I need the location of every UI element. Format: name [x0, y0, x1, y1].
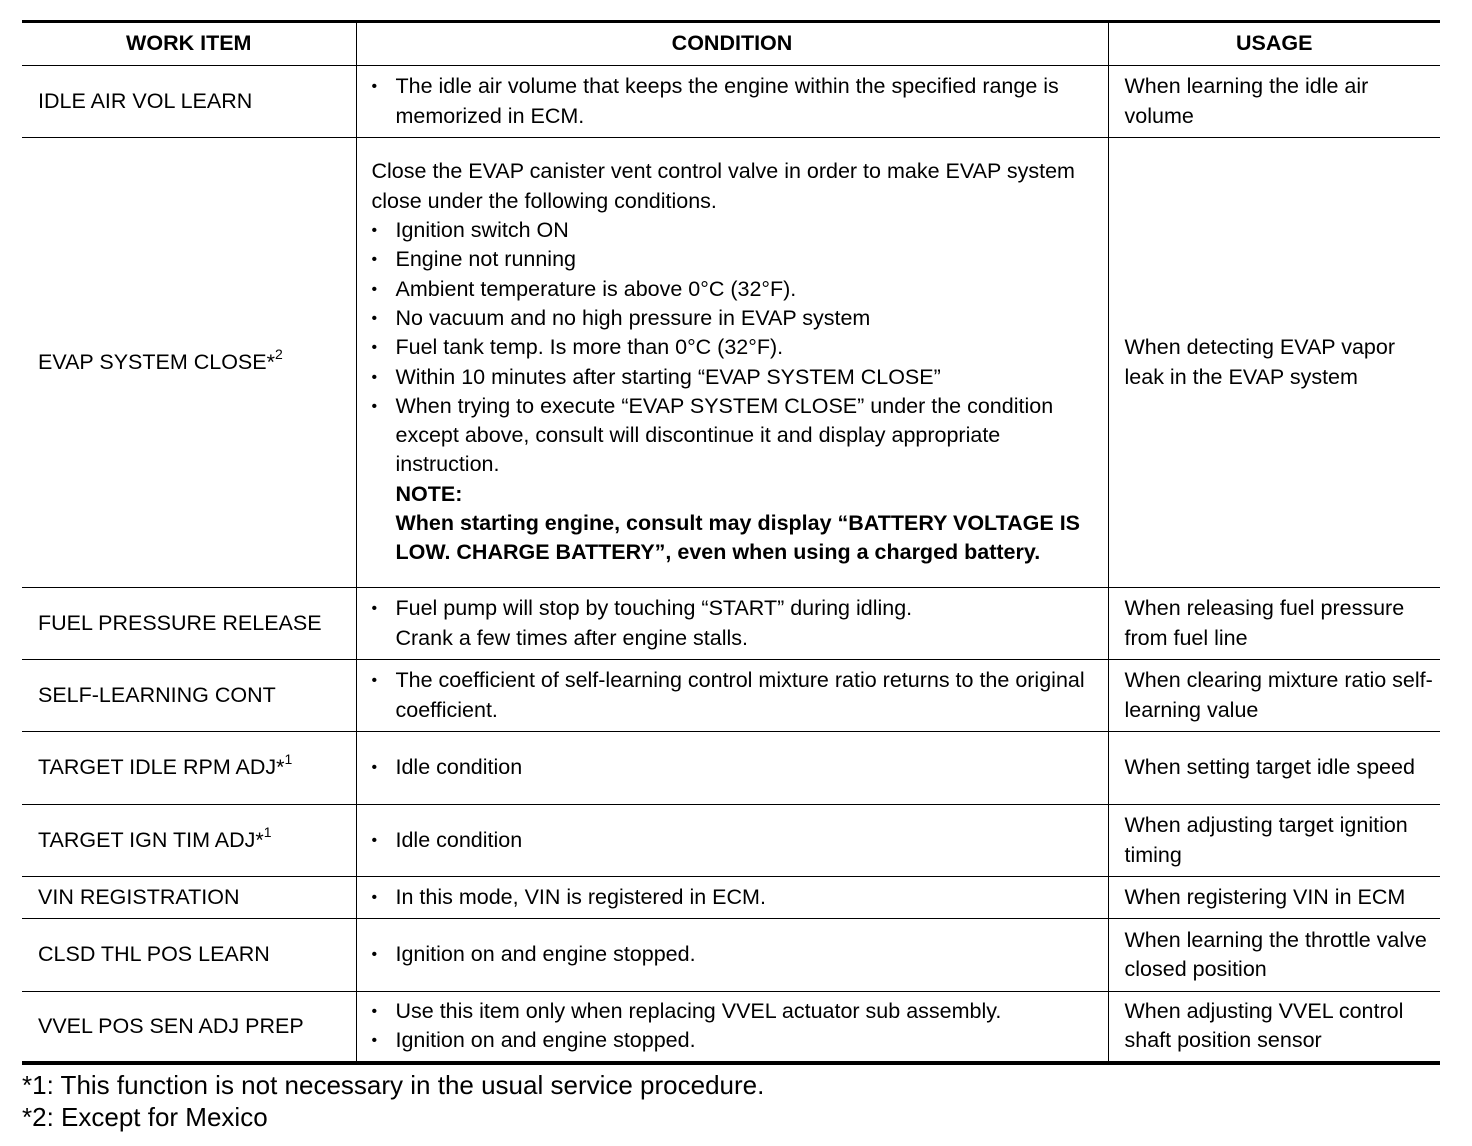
work-support-table: [22, 20, 1440, 1065]
condition-bullet: • Ambient temperature is above 0°C (32°F).: [372, 275, 1100, 304]
usage-cell: When adjusting target ignition timing: [1108, 805, 1440, 877]
condition-bullet: • Fuel tank temp. Is more than 0°C (32°F).: [372, 333, 1100, 362]
work-item-cell: [22, 588, 356, 660]
footnote-ref: 2: [274, 345, 283, 362]
condition-cell: [356, 805, 1108, 877]
work-item-cell: [22, 805, 356, 877]
work-item-cell: [22, 732, 356, 805]
work-item-label: CLSD THL POS LEARN: [38, 942, 270, 967]
work-item-cell: [22, 660, 356, 732]
condition-intro: Close the EVAP canister vent control valve in order to make EVAP system close under the following conditions.: [371, 159, 1075, 213]
table-row: [22, 919, 1440, 992]
condition-cell: [356, 588, 1108, 660]
condition-bullet: • Idle condition: [372, 826, 1100, 855]
condition-cell: [356, 992, 1108, 1063]
table-row: [22, 877, 1440, 919]
work-item-label: VVEL POS SEN ADJ PREP: [38, 1013, 304, 1038]
header-row: [22, 22, 1440, 66]
condition-bullet: • Ignition switch ON: [372, 216, 1100, 245]
condition-bullet: • The idle air volume that keeps the engine within the specified range is memorized in ECM.: [372, 72, 1100, 131]
usage-cell: When setting target idle speed: [1108, 732, 1440, 805]
table-row: [22, 732, 1440, 805]
table-row: [22, 992, 1440, 1063]
work-item-label: FUEL PRESSURE RELEASE: [38, 610, 322, 635]
condition-bullet: • Ignition on and engine stopped.: [372, 940, 1100, 969]
work-item-header: WORK ITEM: [22, 22, 356, 66]
condition-bullet: • Ignition on and engine stopped.: [372, 1026, 1100, 1055]
work-support-sheet: [22, 20, 1440, 1133]
condition-cell: [356, 877, 1108, 919]
footnote-1: *1: This function is not necessary in the usual service procedure.: [22, 1069, 765, 1100]
condition-bullet: • Use this item only when replacing VVEL actuator sub assembly.: [372, 997, 1100, 1026]
table-row: [22, 660, 1440, 732]
footnote-ref: 1: [263, 823, 272, 840]
usage-cell: When clearing mixture ratio self-learning value: [1108, 660, 1440, 732]
work-item-cell: [22, 138, 356, 588]
footnote-2: *2: Except for Mexico: [22, 1101, 268, 1132]
work-item-label: IDLE AIR VOL LEARN: [38, 88, 253, 113]
work-item-label: VIN REGISTRATION: [38, 884, 240, 909]
condition-cell: [356, 660, 1108, 732]
condition-bullet: • Engine not running: [372, 245, 1100, 274]
table-row: [22, 805, 1440, 877]
footnotes: [22, 1069, 1440, 1133]
usage-cell: When releasing fuel pressure from fuel line: [1108, 588, 1440, 660]
condition-continuation: Crank a few times after engine stalls.: [395, 625, 749, 650]
work-item-label: SELF-LEARNING CONT: [38, 682, 276, 707]
work-item-label: EVAP SYSTEM CLOSE*: [38, 349, 275, 374]
usage-cell: When adjusting VVEL control shaft position sensor: [1108, 992, 1440, 1063]
footnote-ref: 1: [284, 751, 293, 768]
condition-bullet: • No vacuum and no high pressure in EVAP system: [372, 304, 1100, 333]
condition-cell: [356, 66, 1108, 138]
note-label: NOTE:: [395, 481, 463, 506]
condition-bullet: • Fuel pump will stop by touching “START” during idling.: [372, 594, 1100, 623]
condition-bullet: • The coefficient of self-learning control mixture ratio returns to the original coefficient.: [372, 666, 1100, 725]
work-item-cell: [22, 66, 356, 138]
condition-header: CONDITION: [356, 22, 1108, 66]
work-item-cell: [22, 877, 356, 919]
condition-cell: [356, 732, 1108, 805]
condition-bullet: • Idle condition: [372, 753, 1100, 782]
work-item-label: TARGET IGN TIM ADJ*: [38, 827, 264, 852]
usage-cell: When learning the idle air volume: [1108, 66, 1440, 138]
work-item-label: TARGET IDLE RPM ADJ*: [38, 755, 285, 780]
work-item-cell: [22, 919, 356, 992]
usage-cell: When registering VIN in ECM: [1108, 877, 1440, 919]
usage-header: USAGE: [1108, 22, 1440, 66]
usage-cell: When learning the throttle valve closed position: [1108, 919, 1440, 992]
condition-bullet: • In this mode, VIN is registered in ECM.: [372, 883, 1100, 912]
usage-cell: When detecting EVAP vapor leak in the EVAP system: [1108, 138, 1440, 588]
work-item-cell: [22, 992, 356, 1063]
table-row: [22, 66, 1440, 138]
condition-cell: [356, 919, 1108, 992]
condition-bullet: • Within 10 minutes after starting “EVAP SYSTEM CLOSE”: [372, 363, 1100, 392]
condition-cell: [356, 138, 1108, 588]
note-text: When starting engine, consult may display “BATTERY VOLTAGE IS LOW. CHARGE BATTERY”, even when using a charged battery.: [395, 510, 1081, 565]
table-row: [22, 138, 1440, 588]
table-row: [22, 588, 1440, 660]
condition-bullet: • When trying to execute “EVAP SYSTEM CLOSE” under the condition except above, consult will discontinue it and display appropriate instruction.: [372, 392, 1100, 480]
